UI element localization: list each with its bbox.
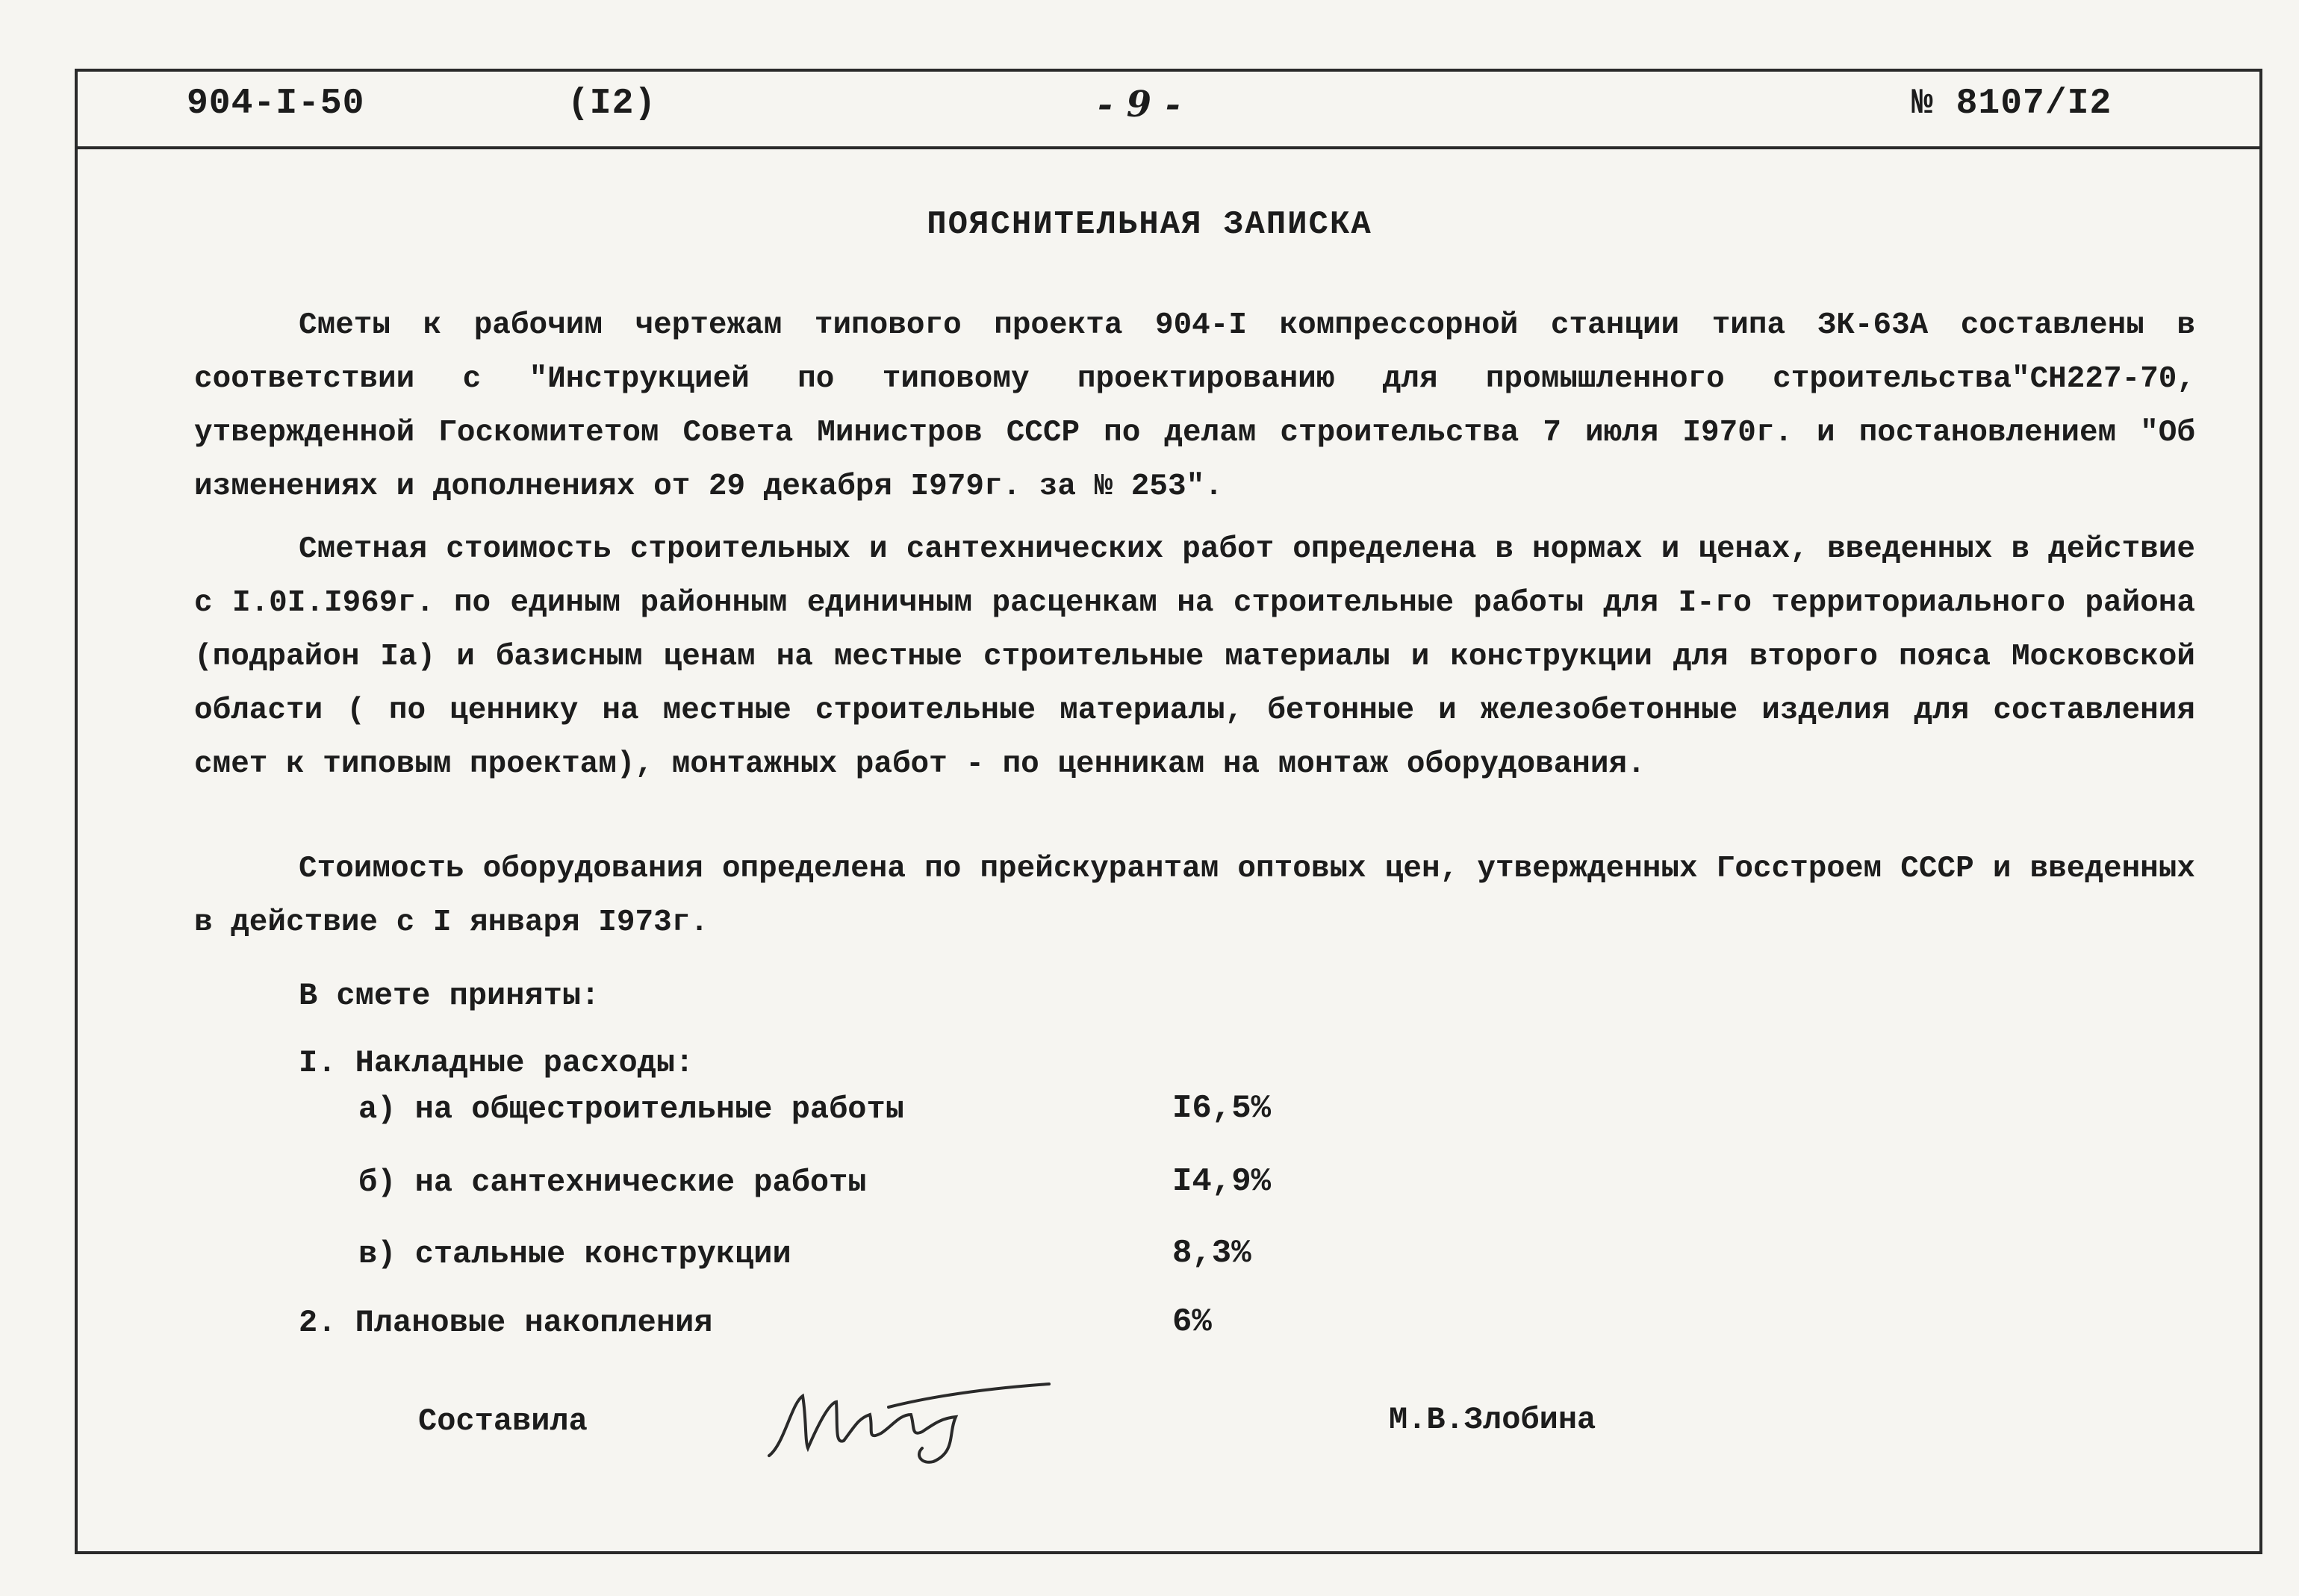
item-value-a: I6,5% <box>1172 1090 1272 1127</box>
accepted-heading: В смете приняты: <box>299 978 600 1014</box>
page-number: - 9 - <box>1098 84 1181 125</box>
header-divider <box>75 146 2262 149</box>
compiled-by-label: Составила <box>418 1403 588 1439</box>
item-value-b: I4,9% <box>1172 1163 1272 1200</box>
document-code: 904-I-50 <box>187 84 365 124</box>
paragraph-1: Сметы к рабочим чертежам типового проекта 904-I компрессорной станции типа ЗК-63А составлены в соответствии с "Инструкцией по типовому проектированию для промышленного строительства"СН227-70, утвержденной Госкомитетом Совета Министров СССР по делам строительства 7 июля I970г. и постановлением "Об изменениях и дополнениях от 29 декабря I979г. за № 253". <box>194 308 2195 504</box>
paragraph-3: Стоимость оборудования определена по прейскурантам оптовых цен, утвержденных Госстроем СССР и введенных в действие с I января I973г. <box>194 852 2195 940</box>
item-label-a: а) на общестроительные работы <box>358 1091 904 1127</box>
overhead-heading: I. Накладные расходы: <box>299 1045 694 1081</box>
item-label-b: б) на сантехнические работы <box>358 1165 867 1200</box>
handwritten-signature <box>762 1374 1060 1471</box>
registration-number: № 8107/I2 <box>1911 84 2112 124</box>
compiler-name: М.В.Злобина <box>1389 1402 1596 1438</box>
planned-savings-label: 2. Плановые накопления <box>299 1305 713 1341</box>
sheet-number: (I2) <box>567 84 657 124</box>
item-label-v: в) стальные конструкции <box>358 1236 791 1272</box>
page-title: ПОЯСНИТЕЛЬНАЯ ЗАПИСКА <box>927 206 1372 243</box>
paragraph-2: Сметная стоимость строительных и сантехнических работ определена в нормах и ценах, введенных в действие с I.0I.I969г. по единым районным единичным расценкам на строительные работы для I-го территориального района (подрайон Iа) и базисным ценам на местные строительные материалы и конструкции для второго пояса Московской области ( по ценнику на местные строительные материалы, бетонные и железобетонные изделия для составления смет к типовым проектам), монтажных работ - по ценникам на монтаж оборудования. <box>194 532 2195 782</box>
item-value-v: 8,3% <box>1172 1235 1251 1272</box>
planned-savings-value: 6% <box>1172 1303 1212 1341</box>
